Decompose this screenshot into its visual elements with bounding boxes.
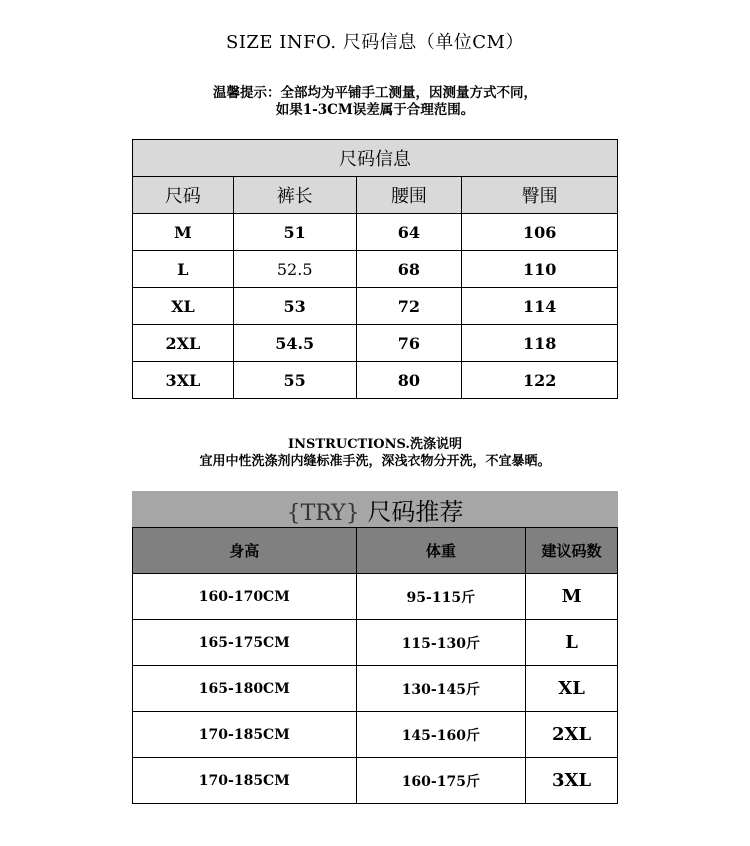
instructions-title: INSTRUCTIONS.洗涤说明 [288,437,462,452]
table-row [133,574,618,620]
length-cell: 51 [233,214,356,251]
height-cell: 170-185CM [133,758,357,804]
measurement-note-line-1: 温馨提示：全部均为平铺手工测量，因测量方式不同， [213,85,537,101]
size-cell: M [133,214,234,251]
table-row [133,758,618,804]
size-table-caption: 尺码信息 [133,140,618,177]
header-suggested-size: 建议码数 [526,528,618,574]
size-cell: L [133,251,234,288]
waist-cell: 80 [356,362,462,399]
hip-cell: 114 [462,288,618,325]
recommend-caption-text: 尺码推荐 [367,498,464,526]
hip-cell: 106 [462,214,618,251]
table-row [133,666,618,712]
weight-cell: 115-130斤 [356,620,526,666]
suggested-size-cell: 2XL [526,712,618,758]
suggested-size-cell: M [526,574,618,620]
suggested-size-cell: XL [526,666,618,712]
suggested-size-cell: 3XL [526,758,618,804]
table-row [133,362,618,399]
hip-cell: 110 [462,251,618,288]
length-cell: 55 [233,362,356,399]
recommend-table-header [133,528,618,574]
weight-cell: 160-175斤 [356,758,526,804]
weight-cell: 145-160斤 [356,712,526,758]
length-cell: 53 [233,288,356,325]
size-cell: 3XL [133,362,234,399]
waist-cell: 64 [356,214,462,251]
table-row [133,288,618,325]
header-pants-length: 裤长 [233,177,356,214]
size-cell: XL [133,288,234,325]
height-cell: 160-170CM [133,574,357,620]
height-cell: 170-185CM [133,712,357,758]
table-row [133,325,618,362]
instructions-text: 宜用中性洗涤剂内缝标准手洗，深浅衣物分开洗，不宜暴晒。 [199,454,551,469]
recommend-table-caption [133,492,618,528]
header-hip: 臀围 [462,177,618,214]
height-cell: 165-175CM [133,620,357,666]
hip-cell: 122 [462,362,618,399]
table-row [133,214,618,251]
size-cell: 2XL [133,325,234,362]
table-row [133,620,618,666]
weight-cell: 95-115斤 [356,574,526,620]
length-cell: 52.5 [233,251,356,288]
table-row [133,251,618,288]
waist-cell: 72 [356,288,462,325]
header-size: 尺码 [133,177,234,214]
length-cell: 54.5 [233,325,356,362]
table-row [133,712,618,758]
page-title: SIZE INFO. 尺码信息（单位CM） [225,32,524,53]
hip-cell: 118 [462,325,618,362]
height-cell: 165-180CM [133,666,357,712]
weight-cell: 130-145斤 [356,666,526,712]
measurement-note-line-2: 如果1-3CM误差属于合理范围。 [275,102,475,118]
header-weight: 体重 [356,528,526,574]
try-tag: {TRY} [286,501,360,526]
size-info-table [132,139,618,399]
size-recommend-table [132,491,618,804]
header-height: 身高 [133,528,357,574]
suggested-size-cell: L [526,620,618,666]
header-waist: 腰围 [356,177,462,214]
waist-cell: 76 [356,325,462,362]
size-table-header [133,177,618,214]
waist-cell: 68 [356,251,462,288]
